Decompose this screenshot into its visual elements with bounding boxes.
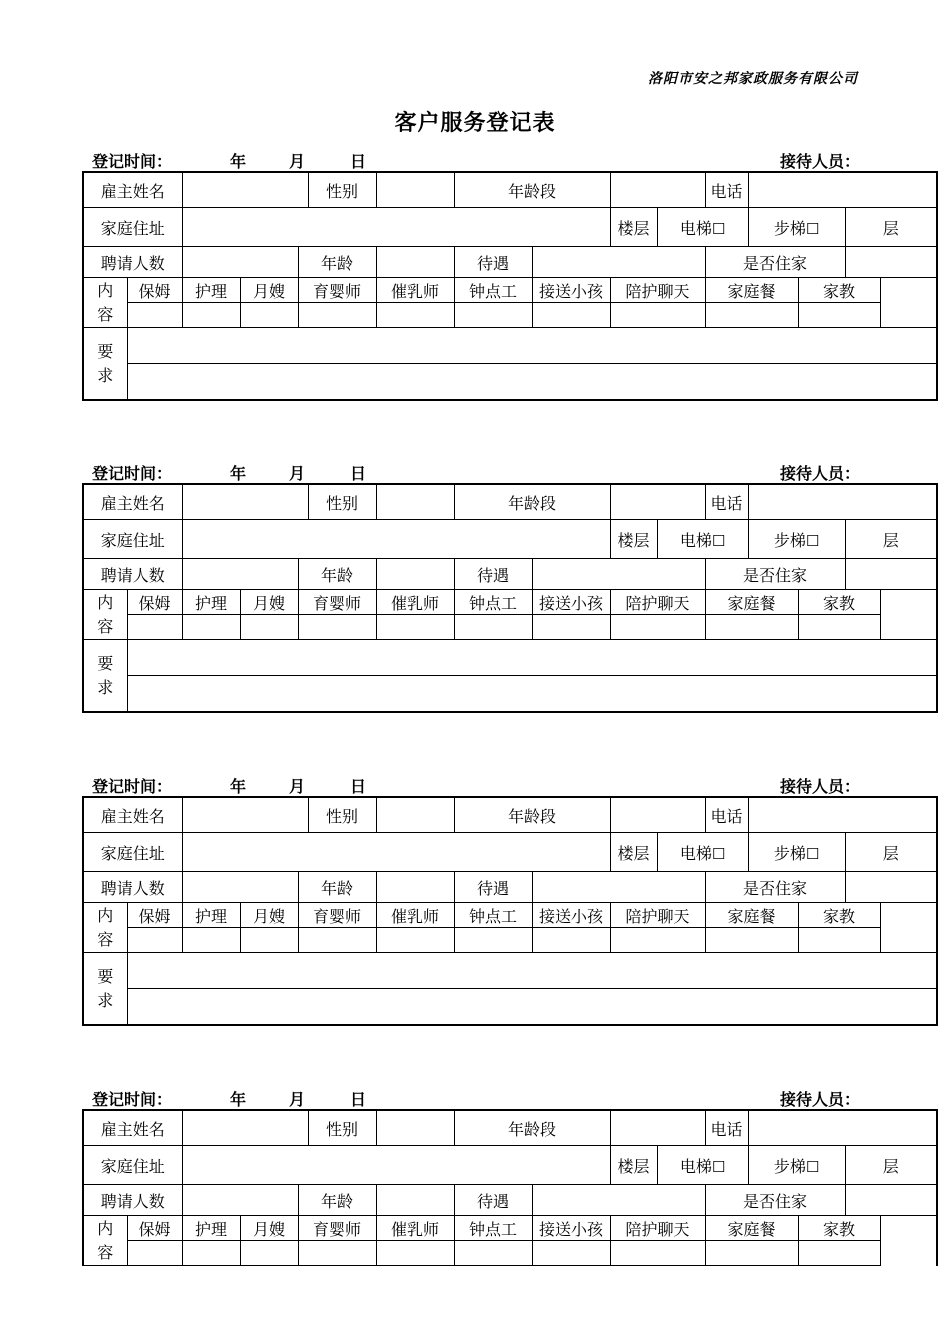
service-maternity: 月嫂 — [240, 903, 298, 928]
phone-field[interactable] — [748, 484, 937, 520]
service-tutor: 家教 — [798, 903, 880, 928]
service-field[interactable] — [610, 928, 705, 953]
employer-name-field[interactable] — [182, 484, 308, 520]
reception-staff-label: 接待人员： — [779, 152, 860, 171]
table-row — [83, 172, 937, 208]
table-row — [83, 953, 937, 989]
elevator-checkbox[interactable]: ☐ — [711, 1157, 726, 1176]
year-label: 年 — [230, 152, 247, 171]
table-row — [83, 676, 937, 713]
service-home-meals: 家庭餐 — [705, 903, 798, 928]
day-label: 日 — [350, 464, 367, 483]
table-row — [83, 928, 937, 953]
service-lactation: 催乳师 — [376, 903, 454, 928]
phone-label: 电话 — [705, 172, 748, 208]
salary-label: 待遇 — [454, 1185, 532, 1216]
service-nursing: 护理 — [182, 590, 240, 615]
table-row — [83, 1216, 937, 1241]
address-field[interactable] — [182, 1146, 610, 1185]
live-in-label: 是否住家 — [705, 1185, 845, 1216]
hire-count-label: 聘请人数 — [83, 247, 182, 278]
stairs-checkbox[interactable]: ☐ — [805, 531, 820, 550]
table-row — [83, 1110, 937, 1146]
year-label: 年 — [230, 1090, 247, 1109]
live-in-field[interactable] — [845, 872, 937, 903]
phone-label: 电话 — [705, 797, 748, 833]
requirements-field[interactable] — [127, 328, 937, 364]
service-field[interactable] — [182, 928, 240, 953]
employer-name-label: 雇主姓名 — [83, 797, 182, 833]
service-nursing: 护理 — [182, 1216, 240, 1241]
stairs-checkbox[interactable]: ☐ — [805, 844, 820, 863]
service-field[interactable] — [182, 1241, 240, 1266]
salary-field[interactable] — [532, 1185, 705, 1216]
service-field[interactable] — [127, 615, 182, 640]
month-label: 月 — [289, 777, 306, 796]
floor-unit: 层 — [845, 520, 937, 559]
service-field[interactable] — [127, 1241, 182, 1266]
service-field[interactable] — [182, 303, 240, 328]
table-row — [83, 1185, 937, 1216]
service-field[interactable] — [705, 303, 798, 328]
content-label: 内 容 — [83, 1216, 127, 1266]
service-field[interactable] — [240, 303, 298, 328]
service-home-meals: 家庭餐 — [705, 278, 798, 303]
phone-field[interactable] — [748, 172, 937, 208]
service-hourly: 钟点工 — [454, 1216, 532, 1241]
service-nursing: 护理 — [182, 903, 240, 928]
service-hourly: 钟点工 — [454, 590, 532, 615]
floor-unit: 层 — [845, 1146, 937, 1185]
service-tutor: 家教 — [798, 278, 880, 303]
salary-label: 待遇 — [454, 559, 532, 590]
company-name: 洛阳市安之邦家政服务有限公司 — [648, 71, 858, 87]
service-child-pickup: 接送小孩 — [532, 590, 610, 615]
elevator-checkbox[interactable]: ☐ — [711, 219, 726, 238]
employer-name-label: 雇主姓名 — [83, 484, 182, 520]
table-row — [83, 1241, 937, 1266]
elevator-label: 电梯 — [679, 218, 712, 238]
elevator-option[interactable] — [657, 1146, 748, 1185]
table-row — [83, 615, 937, 640]
service-field[interactable] — [298, 615, 376, 640]
requirements-field[interactable] — [127, 676, 937, 713]
age-range-label: 年龄段 — [454, 484, 610, 520]
table-row — [83, 520, 937, 559]
service-home-meals: 家庭餐 — [705, 590, 798, 615]
hire-count-label: 聘请人数 — [83, 559, 182, 590]
service-infant-care: 育婴师 — [298, 278, 376, 303]
table-row — [83, 797, 937, 833]
address-label: 家庭住址 — [83, 520, 182, 559]
floor-label: 楼层 — [610, 1146, 657, 1185]
elevator-label: 电梯 — [679, 843, 712, 863]
age-range-field[interactable] — [610, 1110, 705, 1146]
table-row — [83, 833, 937, 872]
month-label: 月 — [289, 464, 306, 483]
floor-unit: 层 — [845, 833, 937, 872]
floor-label: 楼层 — [610, 208, 657, 247]
form-meta — [82, 774, 876, 796]
reception-staff-label: 接待人员： — [779, 1090, 860, 1109]
service-field[interactable] — [532, 1241, 610, 1266]
table-row — [83, 590, 937, 615]
service-field[interactable] — [376, 615, 454, 640]
service-lactation: 催乳师 — [376, 590, 454, 615]
address-field[interactable] — [182, 208, 610, 247]
stairs-checkbox[interactable]: ☐ — [805, 1157, 820, 1176]
reception-staff-label: 接待人员： — [779, 777, 860, 796]
requirements-field[interactable] — [127, 953, 937, 989]
day-label: 日 — [350, 777, 367, 796]
elevator-label: 电梯 — [679, 1156, 712, 1176]
service-home-meals: 家庭餐 — [705, 1216, 798, 1241]
service-field[interactable] — [610, 615, 705, 640]
service-field[interactable] — [298, 303, 376, 328]
table-row — [83, 872, 937, 903]
month-label: 月 — [289, 152, 306, 171]
form-meta — [82, 1087, 876, 1109]
phone-label: 电话 — [705, 484, 748, 520]
employer-name-field[interactable] — [182, 172, 308, 208]
registration-table — [82, 1109, 938, 1266]
service-field[interactable] — [798, 303, 880, 328]
table-row — [83, 484, 937, 520]
service-field[interactable] — [127, 303, 182, 328]
service-field[interactable] — [182, 615, 240, 640]
live-in-field[interactable] — [845, 1185, 937, 1216]
floor-unit: 层 — [845, 208, 937, 247]
table-row — [83, 559, 937, 590]
year-label: 年 — [230, 464, 247, 483]
gender-field[interactable] — [376, 172, 454, 208]
age-range-field[interactable] — [610, 484, 705, 520]
service-companion: 陪护聊天 — [610, 903, 705, 928]
address-label: 家庭住址 — [83, 208, 182, 247]
live-in-field[interactable] — [845, 559, 937, 590]
employer-name-field[interactable] — [182, 1110, 308, 1146]
service-field[interactable] — [532, 928, 610, 953]
table-row — [83, 364, 937, 401]
age-range-label: 年龄段 — [454, 1110, 610, 1146]
stairs-option[interactable] — [748, 208, 845, 247]
live-in-label: 是否住家 — [705, 872, 845, 903]
registration-table — [82, 796, 938, 1026]
employer-name-field[interactable] — [182, 797, 308, 833]
service-maternity: 月嫂 — [240, 590, 298, 615]
requirements-field[interactable] — [127, 640, 937, 676]
age-field[interactable] — [376, 872, 454, 903]
service-field[interactable] — [798, 615, 880, 640]
reception-staff-label: 接待人员： — [779, 464, 860, 483]
address-label: 家庭住址 — [83, 833, 182, 872]
table-row — [83, 903, 937, 928]
gender-field[interactable] — [376, 797, 454, 833]
hire-count-label: 聘请人数 — [83, 1185, 182, 1216]
age-label: 年龄 — [298, 1185, 376, 1216]
form-meta — [82, 461, 876, 483]
table-row — [83, 989, 937, 1026]
live-in-label: 是否住家 — [705, 247, 845, 278]
address-field[interactable] — [182, 520, 610, 559]
elevator-option[interactable] — [657, 520, 748, 559]
service-field[interactable] — [610, 1241, 705, 1266]
service-field[interactable] — [127, 928, 182, 953]
phone-field[interactable] — [748, 1110, 937, 1146]
live-in-label: 是否住家 — [705, 559, 845, 590]
employer-name-label: 雇主姓名 — [83, 172, 182, 208]
gender-field[interactable] — [376, 1110, 454, 1146]
day-label: 日 — [350, 152, 367, 171]
gender-field[interactable] — [376, 484, 454, 520]
service-field[interactable] — [298, 928, 376, 953]
service-maternity: 月嫂 — [240, 1216, 298, 1241]
service-field[interactable] — [240, 615, 298, 640]
registration-form — [82, 149, 899, 401]
elevator-option[interactable] — [657, 208, 748, 247]
gender-label: 性别 — [308, 172, 376, 208]
salary-field[interactable] — [532, 247, 705, 278]
service-field[interactable] — [376, 928, 454, 953]
salary-label: 待遇 — [454, 247, 532, 278]
hire-count-field[interactable] — [182, 872, 298, 903]
stairs-option[interactable] — [748, 520, 845, 559]
service-child-pickup: 接送小孩 — [532, 1216, 610, 1241]
content-label: 内 容 — [83, 590, 127, 640]
service-field[interactable] — [454, 928, 532, 953]
service-nanny: 保姆 — [127, 278, 182, 303]
service-field[interactable] — [454, 1241, 532, 1266]
registration-time-label: 登记时间： — [92, 777, 173, 796]
service-tutor: 家教 — [798, 590, 880, 615]
phone-label: 电话 — [705, 1110, 748, 1146]
requirements-label: 要 求 — [83, 640, 127, 713]
form-meta — [82, 149, 876, 171]
service-tutor: 家教 — [798, 1216, 880, 1241]
registration-form — [82, 461, 899, 713]
service-field[interactable] — [705, 928, 798, 953]
gender-label: 性别 — [308, 1110, 376, 1146]
service-field[interactable] — [705, 615, 798, 640]
service-field[interactable] — [532, 615, 610, 640]
service-field[interactable] — [454, 615, 532, 640]
gender-label: 性别 — [308, 484, 376, 520]
registration-time-label: 登记时间： — [92, 464, 173, 483]
service-infant-care: 育婴师 — [298, 903, 376, 928]
requirements-label: 要 求 — [83, 328, 127, 401]
service-lactation: 催乳师 — [376, 1216, 454, 1241]
registration-form — [82, 1087, 899, 1266]
gender-label: 性别 — [308, 797, 376, 833]
service-nanny: 保姆 — [127, 903, 182, 928]
age-field[interactable] — [376, 247, 454, 278]
service-infant-care: 育婴师 — [298, 1216, 376, 1241]
table-row — [83, 328, 937, 364]
service-hourly: 钟点工 — [454, 278, 532, 303]
day-label: 日 — [350, 1090, 367, 1109]
stairs-label: 步梯 — [773, 530, 806, 550]
elevator-label: 电梯 — [679, 530, 712, 550]
service-field[interactable] — [240, 1241, 298, 1266]
elevator-checkbox[interactable]: ☐ — [711, 844, 726, 863]
requirements-label: 要 求 — [83, 953, 127, 1026]
floor-label: 楼层 — [610, 833, 657, 872]
service-field[interactable] — [298, 1241, 376, 1266]
live-in-field[interactable] — [845, 247, 937, 278]
age-range-field[interactable] — [610, 172, 705, 208]
hire-count-field[interactable] — [182, 247, 298, 278]
service-field[interactable] — [798, 928, 880, 953]
content-label: 内 容 — [83, 278, 127, 328]
registration-time-label: 登记时间： — [92, 1090, 173, 1109]
service-field[interactable] — [798, 1241, 880, 1266]
registration-form — [82, 774, 899, 1026]
requirements-field[interactable] — [127, 364, 937, 401]
elevator-option[interactable] — [657, 833, 748, 872]
service-field[interactable] — [610, 303, 705, 328]
service-field[interactable] — [376, 1241, 454, 1266]
hire-count-field[interactable] — [182, 559, 298, 590]
employer-name-label: 雇主姓名 — [83, 1110, 182, 1146]
registration-time-label: 登记时间： — [92, 152, 173, 171]
service-child-pickup: 接送小孩 — [532, 903, 610, 928]
table-row — [83, 278, 937, 303]
stairs-option[interactable] — [748, 833, 845, 872]
hire-count-field[interactable] — [182, 1185, 298, 1216]
address-field[interactable] — [182, 833, 610, 872]
age-range-label: 年龄段 — [454, 797, 610, 833]
service-field[interactable] — [376, 303, 454, 328]
service-field[interactable] — [705, 1241, 798, 1266]
service-field[interactable] — [240, 928, 298, 953]
hire-count-label: 聘请人数 — [83, 872, 182, 903]
age-field[interactable] — [376, 1185, 454, 1216]
requirements-field[interactable] — [127, 989, 937, 1026]
service-infant-care: 育婴师 — [298, 590, 376, 615]
stairs-label: 步梯 — [773, 843, 806, 863]
service-lactation: 催乳师 — [376, 278, 454, 303]
month-label: 月 — [289, 1090, 306, 1109]
service-field[interactable] — [532, 303, 610, 328]
service-companion: 陪护聊天 — [610, 278, 705, 303]
page-title: 客户服务登记表 — [394, 110, 556, 136]
phone-field[interactable] — [748, 797, 937, 833]
service-maternity: 月嫂 — [240, 278, 298, 303]
address-label: 家庭住址 — [83, 1146, 182, 1185]
service-nursing: 护理 — [182, 278, 240, 303]
service-child-pickup: 接送小孩 — [532, 278, 610, 303]
table-row — [83, 640, 937, 676]
floor-label: 楼层 — [610, 520, 657, 559]
service-companion: 陪护聊天 — [610, 1216, 705, 1241]
age-label: 年龄 — [298, 559, 376, 590]
service-nanny: 保姆 — [127, 590, 182, 615]
stairs-label: 步梯 — [773, 1156, 806, 1176]
content-label: 内 容 — [83, 903, 127, 953]
elevator-checkbox[interactable]: ☐ — [711, 531, 726, 550]
age-field[interactable] — [376, 559, 454, 590]
year-label: 年 — [230, 777, 247, 796]
registration-table — [82, 171, 938, 401]
salary-field[interactable] — [532, 559, 705, 590]
age-label: 年龄 — [298, 872, 376, 903]
table-row — [83, 303, 937, 328]
service-companion: 陪护聊天 — [610, 590, 705, 615]
table-row — [83, 208, 937, 247]
stairs-option[interactable] — [748, 1146, 845, 1185]
salary-field[interactable] — [532, 872, 705, 903]
table-row — [83, 247, 937, 278]
stairs-label: 步梯 — [773, 218, 806, 238]
service-field[interactable] — [454, 303, 532, 328]
age-range-field[interactable] — [610, 797, 705, 833]
age-range-label: 年龄段 — [454, 172, 610, 208]
age-label: 年龄 — [298, 247, 376, 278]
table-row — [83, 1146, 937, 1185]
stairs-checkbox[interactable]: ☐ — [805, 219, 820, 238]
salary-label: 待遇 — [454, 872, 532, 903]
service-nanny: 保姆 — [127, 1216, 182, 1241]
service-hourly: 钟点工 — [454, 903, 532, 928]
registration-table — [82, 483, 938, 713]
